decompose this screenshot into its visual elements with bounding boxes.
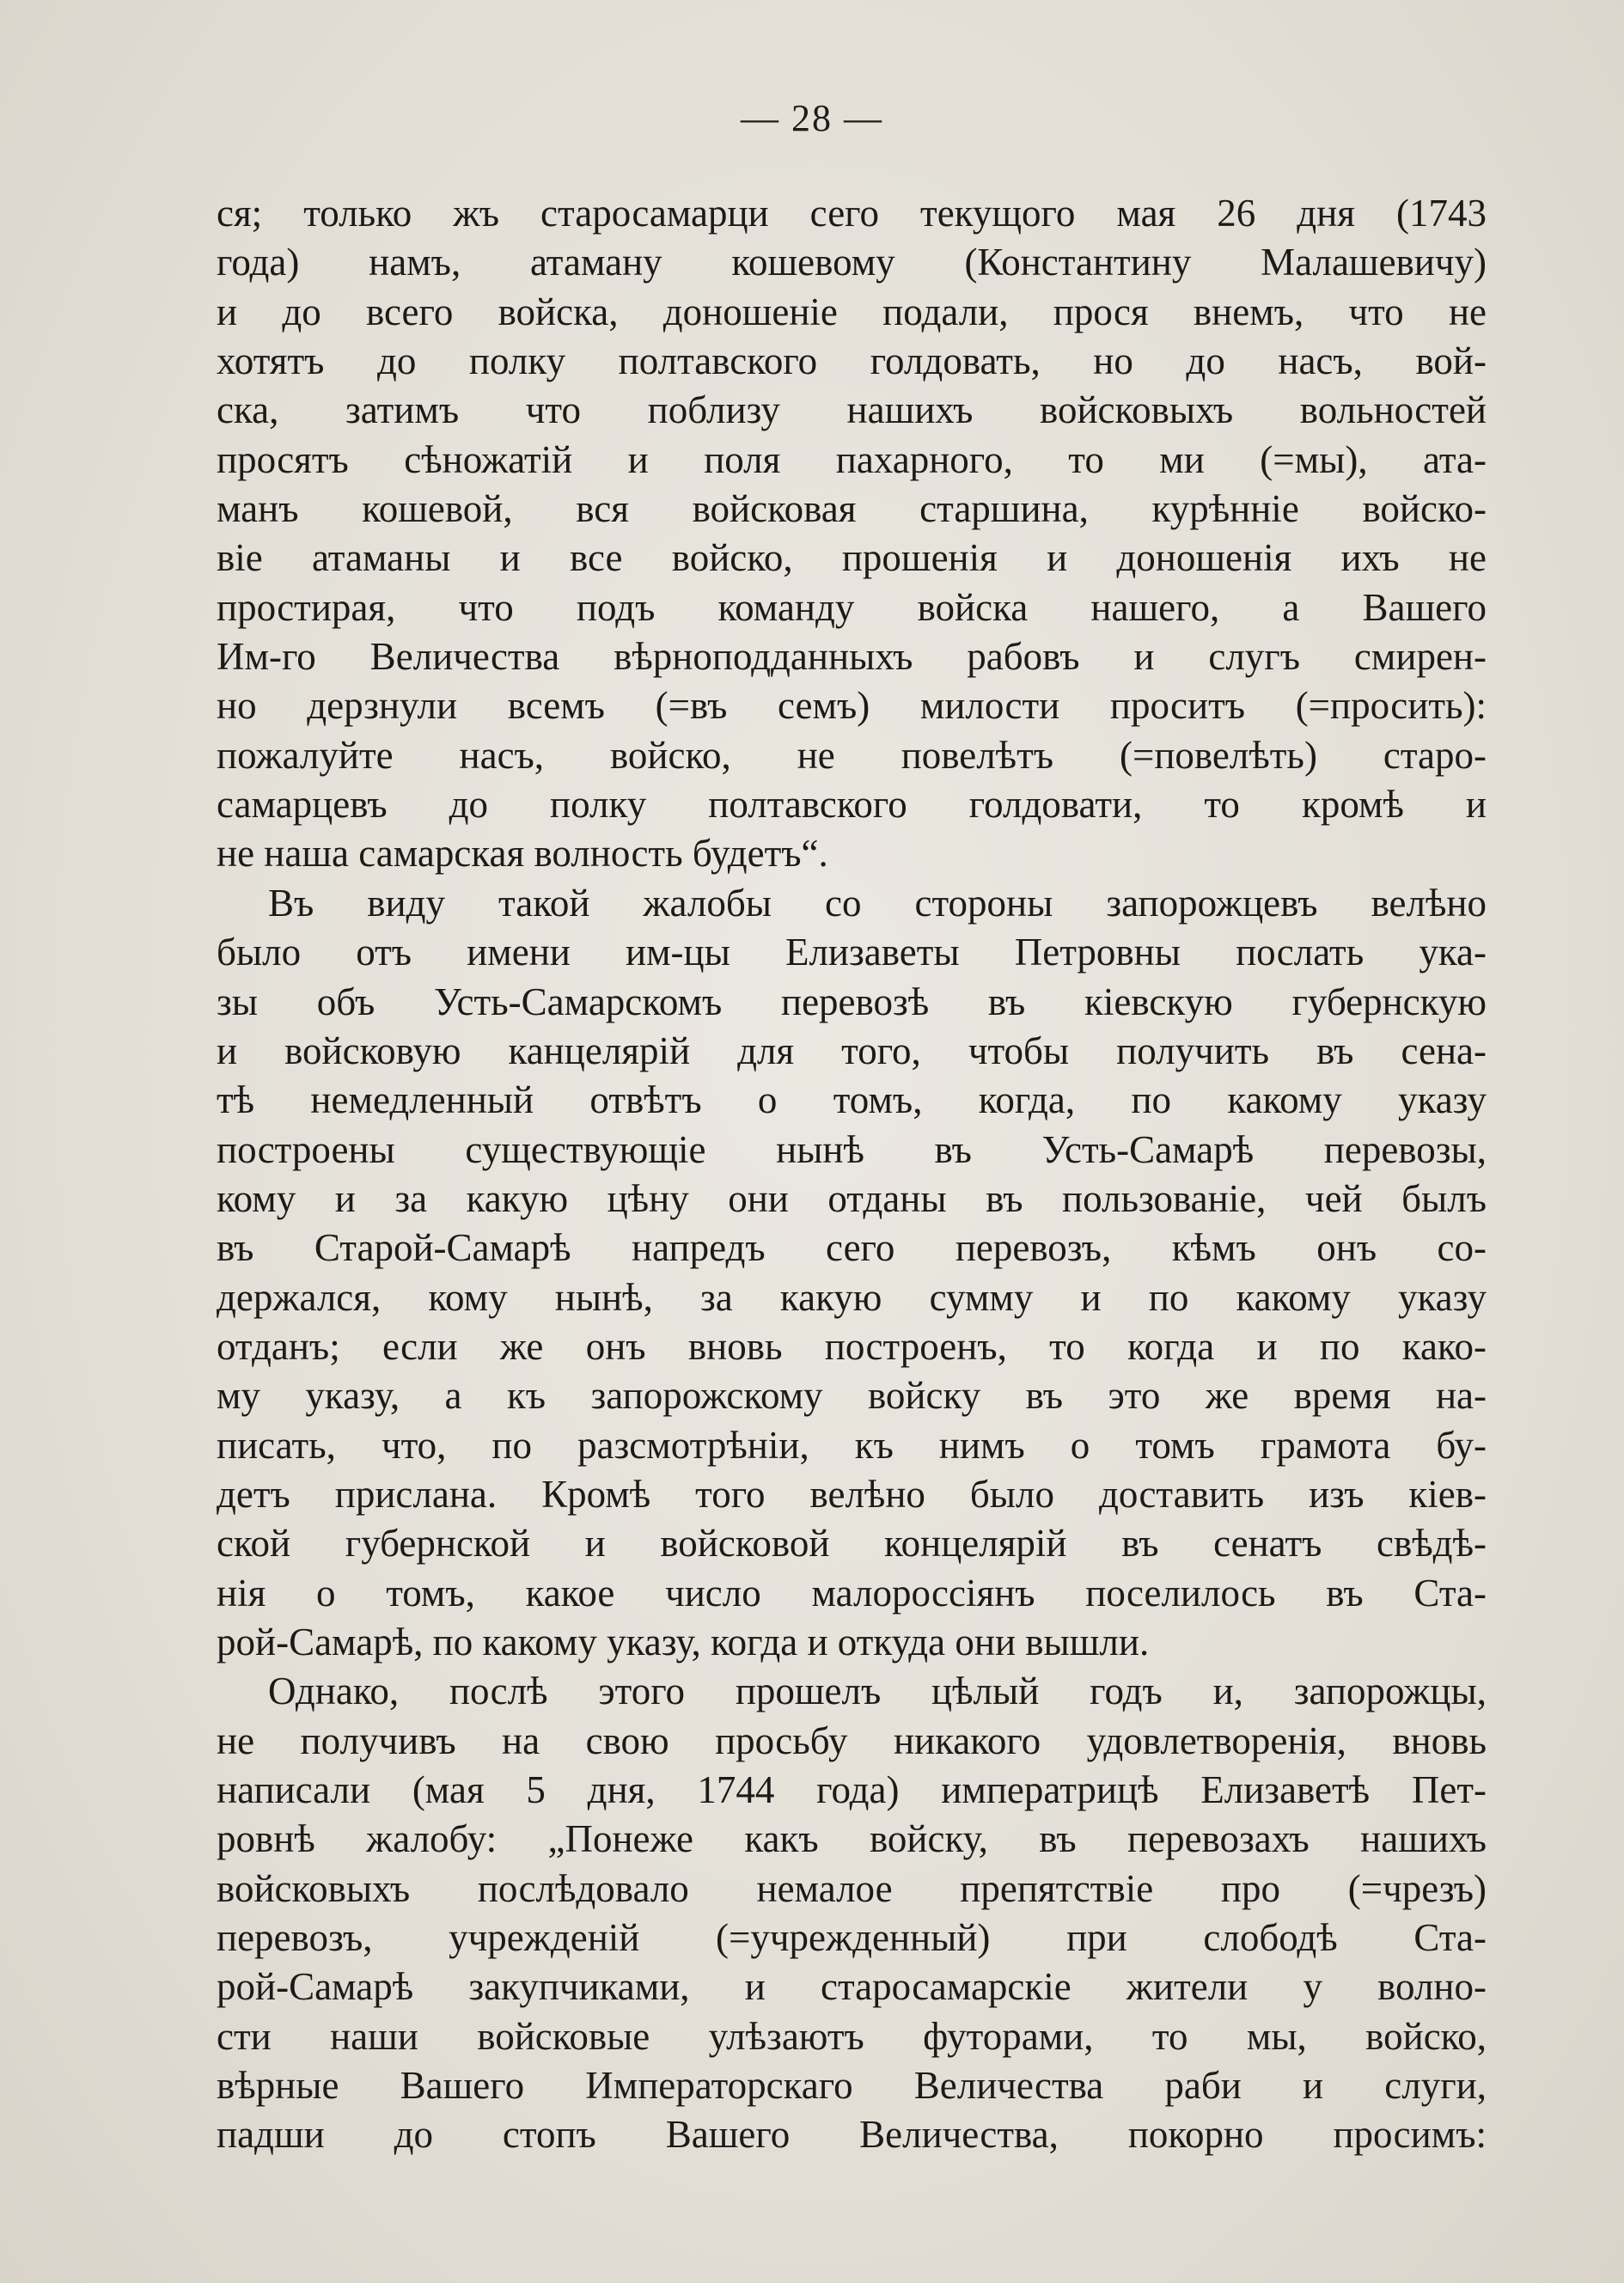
text-line: отданъ; если же онъ вновь построенъ, то когда и по како- — [217, 1324, 1487, 1368]
text-line: рой-Самарѣ закупчиками, и старосамарскіе жители у волно- — [217, 1965, 1487, 2009]
text-line: Въ виду такой жалобы со стороны запорожцевъ велѣно — [268, 881, 1487, 925]
text-line: года) намъ, атаману кошевому (Константину Малашевичу) — [217, 241, 1487, 284]
text-line: нія о томъ, какое число малороссіянъ поселилось въ Ста- — [217, 1571, 1487, 1615]
text-line: въ Старой-Самарѣ напредъ сего перевозъ, кѣмъ онъ со- — [217, 1226, 1487, 1270]
text-line: не получивъ на свою просьбу никакого удовлетворенія, вновь — [217, 1718, 1487, 1762]
text-line: зы объ Усть-Самарскомъ перевозѣ въ кіевскую губернскую — [217, 980, 1487, 1023]
paragraph-2 — [217, 879, 1487, 1668]
text-line: и войсковую канцелярій для того, чтобы получить въ сена- — [217, 1029, 1487, 1072]
text-line: тѣ немедленный отвѣтъ о томъ, когда, по какому указу — [217, 1078, 1487, 1122]
text-line: пожалуйте насъ, войско, не повелѣтъ (=повелѣть) старо- — [217, 733, 1487, 777]
paragraph-3 — [217, 1667, 1487, 2159]
body-text — [217, 189, 1487, 2160]
text-line: вѣрные Вашего Императорскаго Величества раби и слуги, — [217, 2064, 1487, 2108]
text-line: ска, затимъ что поблизу нашихъ войсковыхъ вольностей — [217, 388, 1487, 432]
text-line: рой-Самарѣ, по какому указу, когда и откуда они вышли. — [217, 1620, 1150, 1663]
text-line: войсковыхъ послѣдовало немалое препятствіе про (=чрезъ) — [217, 1866, 1487, 1910]
text-line: и до всего войска, доношеніе подали, прося внемъ, что не — [217, 290, 1487, 333]
text-line: просятъ сѣножатій и поля пахарного, то ми (=мы), ата- — [217, 437, 1487, 481]
text-line: падши до стопъ Вашего Величества, покорно просимъ: — [217, 2113, 1487, 2157]
text-line: перевозъ, учрежденій (=учрежденный) при слободѣ Ста- — [217, 1916, 1487, 1960]
text-line: но дерзнули всемъ (=въ семъ) милости проситъ (=просить): — [217, 684, 1487, 728]
text-line: кому и за какую цѣну они отданы въ пользованіе, чей былъ — [217, 1176, 1487, 1220]
text-line: сти наши войсковые улѣзаютъ футорами, то мы, войско, — [217, 2014, 1487, 2058]
text-line: держался, кому нынѣ, за какую сумму и по какому указу — [217, 1275, 1487, 1319]
text-line: детъ прислана. Кромѣ того велѣно было доставить изъ кіев- — [217, 1472, 1487, 1516]
text-line: написали (мая 5 дня, 1744 года) императрицѣ Елизаветѣ Пет- — [217, 1768, 1487, 1811]
text-line: му указу, а къ запорожскому войску въ это же время на- — [217, 1374, 1487, 1418]
text-line: писать, что, по разсмотрѣніи, къ нимъ о томъ грамота бу- — [217, 1423, 1487, 1467]
text-line: простирая, что подъ команду войска нашего, а Вашего — [217, 585, 1487, 629]
text-line: не наша самарская волность будетъ“. — [217, 832, 828, 876]
page-number: — 28 — — [741, 97, 883, 139]
text-line: было отъ имени им-цы Елизаветы Петровны послать ука- — [217, 931, 1487, 974]
text-line: самарцевъ до полку полтавского голдовати, то кромѣ и — [217, 783, 1487, 827]
text-line: ся; только жъ старосамарци сего текущого мая 26 дня (1743 — [217, 192, 1487, 235]
text-line: построены существующіе нынѣ въ Усть-Самарѣ перевозы, — [217, 1127, 1487, 1171]
text-line: віе атаманы и все войско, прошенія и доношенія ихъ не — [217, 536, 1487, 580]
paragraph-1 — [217, 189, 1487, 879]
text-line: ровнѣ жалобу: „Понеже какъ войску, въ перевозахъ нашихъ — [217, 1817, 1487, 1861]
text-line: Однако, послѣ этого прошелъ цѣлый годъ и, запорожцы, — [268, 1670, 1487, 1713]
text-line: хотятъ до полку полтавского голдовать, но до насъ, вой- — [217, 339, 1487, 383]
text-line: манъ кошевой, вся войсковая старшина, курѣнніе войско- — [217, 487, 1487, 531]
text-line: Им-го Величества вѣрноподданныхъ рабовъ и слугъ смирен- — [217, 635, 1487, 679]
text-line: ской губернской и войсковой концелярій въ сенатъ свѣдѣ- — [217, 1522, 1487, 1566]
